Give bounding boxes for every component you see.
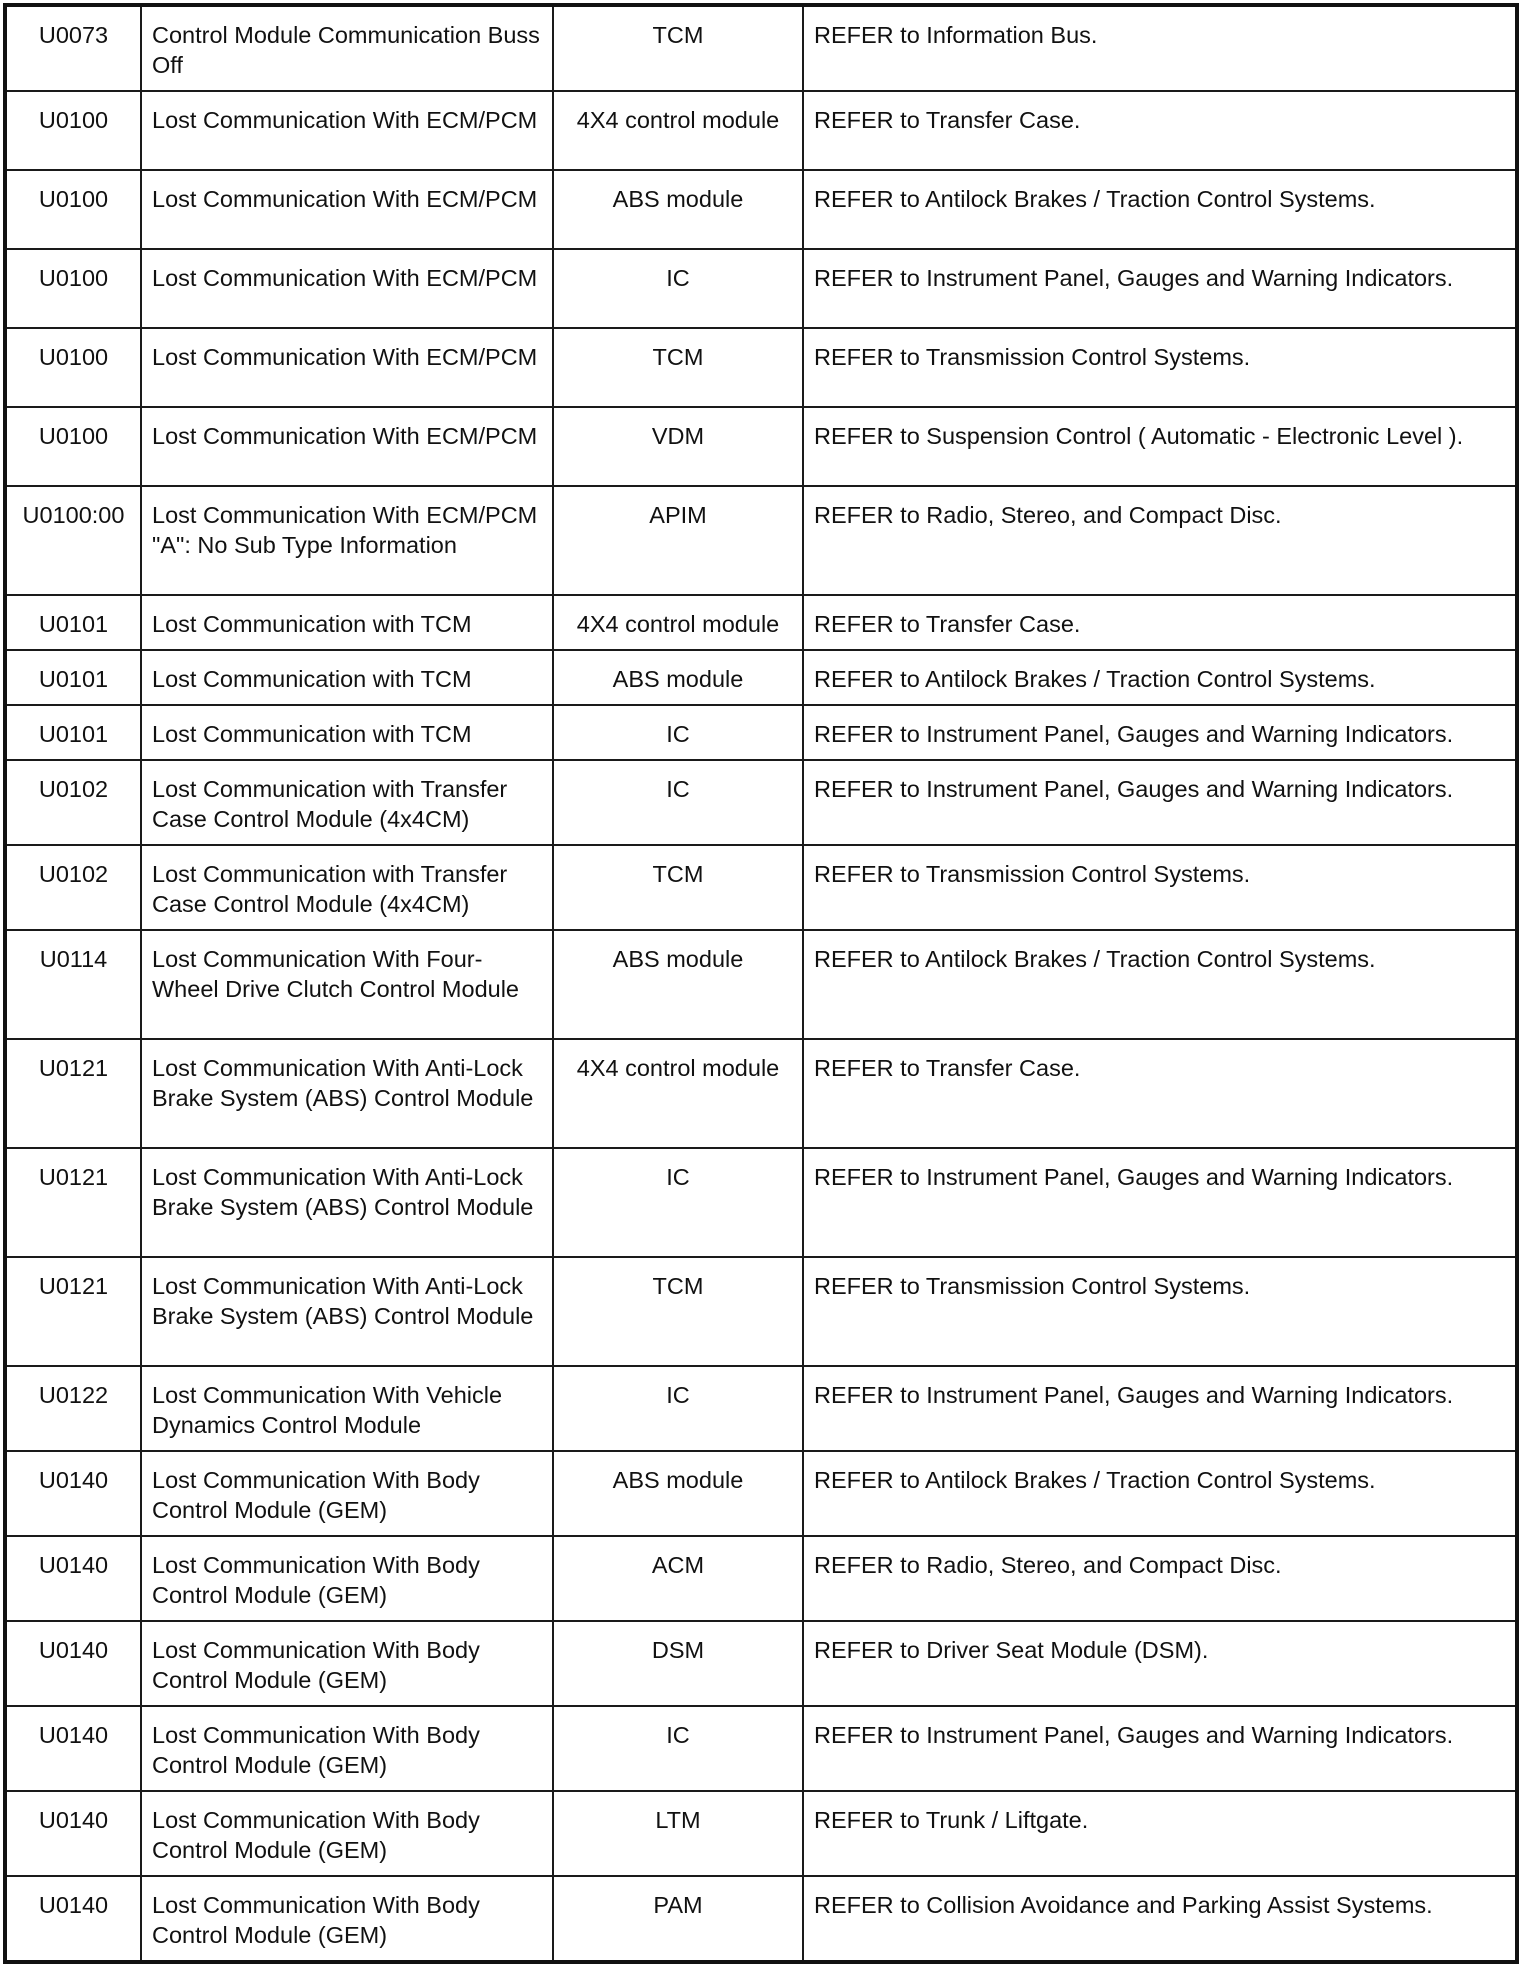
description-cell: Lost Communication with TCM	[141, 595, 553, 650]
table-row	[5, 170, 1517, 249]
table-row	[5, 1257, 1517, 1366]
action-cell: REFER to Transfer Case.	[803, 91, 1517, 170]
description-cell: Lost Communication With ECM/PCM "A": No Sub Type Information	[141, 486, 553, 595]
description-cell: Lost Communication With ECM/PCM	[141, 91, 553, 170]
module-cell: IC	[553, 705, 803, 760]
dtc-code-cell: U0121	[5, 1257, 141, 1366]
table-row	[5, 845, 1517, 930]
action-cell: REFER to Antilock Brakes / Traction Control Systems.	[803, 650, 1517, 705]
description-cell: Lost Communication with TCM	[141, 705, 553, 760]
table-row	[5, 650, 1517, 705]
module-cell: 4X4 control module	[553, 1039, 803, 1148]
table-row	[5, 91, 1517, 170]
dtc-code-cell: U0140	[5, 1791, 141, 1876]
table-row	[5, 1148, 1517, 1257]
table-row	[5, 595, 1517, 650]
action-cell: REFER to Information Bus.	[803, 5, 1517, 91]
table-row	[5, 328, 1517, 407]
table-row	[5, 1791, 1517, 1876]
dtc-code-cell: U0121	[5, 1039, 141, 1148]
description-cell: Lost Communication With Body Control Module (GEM)	[141, 1451, 553, 1536]
table-row	[5, 1366, 1517, 1451]
module-cell: DSM	[553, 1621, 803, 1706]
action-cell: REFER to Antilock Brakes / Traction Control Systems.	[803, 930, 1517, 1039]
module-cell: TCM	[553, 328, 803, 407]
table-row	[5, 930, 1517, 1039]
module-cell: ABS module	[553, 930, 803, 1039]
description-cell: Lost Communication With Anti-Lock Brake System (ABS) Control Module	[141, 1148, 553, 1257]
dtc-code-cell: U0140	[5, 1876, 141, 1962]
dtc-code-cell: U0140	[5, 1706, 141, 1791]
dtc-code-cell: U0102	[5, 760, 141, 845]
action-cell: REFER to Instrument Panel, Gauges and Warning Indicators.	[803, 1148, 1517, 1257]
table-row	[5, 1621, 1517, 1706]
description-cell: Lost Communication With Anti-Lock Brake System (ABS) Control Module	[141, 1257, 553, 1366]
description-cell: Lost Communication with Transfer Case Control Module (4x4CM)	[141, 845, 553, 930]
dtc-code-cell: U0102	[5, 845, 141, 930]
dtc-code-cell: U0100:00	[5, 486, 141, 595]
description-cell: Lost Communication with TCM	[141, 650, 553, 705]
dtc-code-cell: U0100	[5, 91, 141, 170]
action-cell: REFER to Transfer Case.	[803, 1039, 1517, 1148]
description-cell: Lost Communication With ECM/PCM	[141, 328, 553, 407]
dtc-code-cell: U0140	[5, 1536, 141, 1621]
module-cell: IC	[553, 249, 803, 328]
dtc-code-cell: U0121	[5, 1148, 141, 1257]
action-cell: REFER to Antilock Brakes / Traction Control Systems.	[803, 1451, 1517, 1536]
action-cell: REFER to Instrument Panel, Gauges and Warning Indicators.	[803, 1366, 1517, 1451]
table-row	[5, 1451, 1517, 1536]
table-row	[5, 760, 1517, 845]
table-row	[5, 486, 1517, 595]
module-cell: TCM	[553, 845, 803, 930]
module-cell: IC	[553, 1706, 803, 1791]
dtc-code-cell: U0101	[5, 705, 141, 760]
action-cell: REFER to Driver Seat Module (DSM).	[803, 1621, 1517, 1706]
module-cell: VDM	[553, 407, 803, 486]
dtc-code-cell: U0140	[5, 1621, 141, 1706]
dtc-code-cell: U0100	[5, 407, 141, 486]
dtc-code-cell: U0140	[5, 1451, 141, 1536]
table-row	[5, 5, 1517, 91]
description-cell: Lost Communication With Four-Wheel Drive Clutch Control Module	[141, 930, 553, 1039]
dtc-table-body	[5, 5, 1517, 1962]
action-cell: REFER to Trunk / Liftgate.	[803, 1791, 1517, 1876]
dtc-code-cell: U0122	[5, 1366, 141, 1451]
action-cell: REFER to Radio, Stereo, and Compact Disc.	[803, 486, 1517, 595]
description-cell: Lost Communication With Body Control Module (GEM)	[141, 1621, 553, 1706]
module-cell: IC	[553, 1366, 803, 1451]
dtc-code-cell: U0101	[5, 595, 141, 650]
table-row	[5, 249, 1517, 328]
module-cell: ABS module	[553, 650, 803, 705]
action-cell: REFER to Antilock Brakes / Traction Control Systems.	[803, 170, 1517, 249]
action-cell: REFER to Instrument Panel, Gauges and Warning Indicators.	[803, 1706, 1517, 1791]
table-row	[5, 1706, 1517, 1791]
dtc-code-cell: U0073	[5, 5, 141, 91]
table-row	[5, 1876, 1517, 1962]
action-cell: REFER to Instrument Panel, Gauges and Warning Indicators.	[803, 705, 1517, 760]
dtc-code-cell: U0114	[5, 930, 141, 1039]
dtc-code-cell: U0101	[5, 650, 141, 705]
action-cell: REFER to Transmission Control Systems.	[803, 328, 1517, 407]
module-cell: ACM	[553, 1536, 803, 1621]
description-cell: Lost Communication With Body Control Module (GEM)	[141, 1706, 553, 1791]
table-row	[5, 705, 1517, 760]
dtc-table	[3, 3, 1519, 1964]
action-cell: REFER to Transfer Case.	[803, 595, 1517, 650]
description-cell: Control Module Communication Buss Off	[141, 5, 553, 91]
module-cell: APIM	[553, 486, 803, 595]
action-cell: REFER to Collision Avoidance and Parking Assist Systems.	[803, 1876, 1517, 1962]
dtc-code-cell: U0100	[5, 249, 141, 328]
description-cell: Lost Communication With ECM/PCM	[141, 249, 553, 328]
description-cell: Lost Communication With Anti-Lock Brake System (ABS) Control Module	[141, 1039, 553, 1148]
module-cell: 4X4 control module	[553, 91, 803, 170]
module-cell: ABS module	[553, 170, 803, 249]
description-cell: Lost Communication with Transfer Case Control Module (4x4CM)	[141, 760, 553, 845]
description-cell: Lost Communication With Body Control Module (GEM)	[141, 1791, 553, 1876]
description-cell: Lost Communication With Body Control Module (GEM)	[141, 1536, 553, 1621]
description-cell: Lost Communication With Body Control Module (GEM)	[141, 1876, 553, 1962]
description-cell: Lost Communication With ECM/PCM	[141, 407, 553, 486]
dtc-code-cell: U0100	[5, 170, 141, 249]
module-cell: TCM	[553, 1257, 803, 1366]
dtc-code-cell: U0100	[5, 328, 141, 407]
module-cell: IC	[553, 760, 803, 845]
action-cell: REFER to Instrument Panel, Gauges and Warning Indicators.	[803, 249, 1517, 328]
action-cell: REFER to Instrument Panel, Gauges and Warning Indicators.	[803, 760, 1517, 845]
description-cell: Lost Communication With ECM/PCM	[141, 170, 553, 249]
table-row	[5, 1536, 1517, 1621]
module-cell: ABS module	[553, 1451, 803, 1536]
module-cell: 4X4 control module	[553, 595, 803, 650]
action-cell: REFER to Radio, Stereo, and Compact Disc.	[803, 1536, 1517, 1621]
description-cell: Lost Communication With Vehicle Dynamics Control Module	[141, 1366, 553, 1451]
module-cell: PAM	[553, 1876, 803, 1962]
action-cell: REFER to Transmission Control Systems.	[803, 1257, 1517, 1366]
table-row	[5, 407, 1517, 486]
module-cell: TCM	[553, 5, 803, 91]
action-cell: REFER to Suspension Control ( Automatic - Electronic Level ).	[803, 407, 1517, 486]
module-cell: IC	[553, 1148, 803, 1257]
table-row	[5, 1039, 1517, 1148]
action-cell: REFER to Transmission Control Systems.	[803, 845, 1517, 930]
module-cell: LTM	[553, 1791, 803, 1876]
